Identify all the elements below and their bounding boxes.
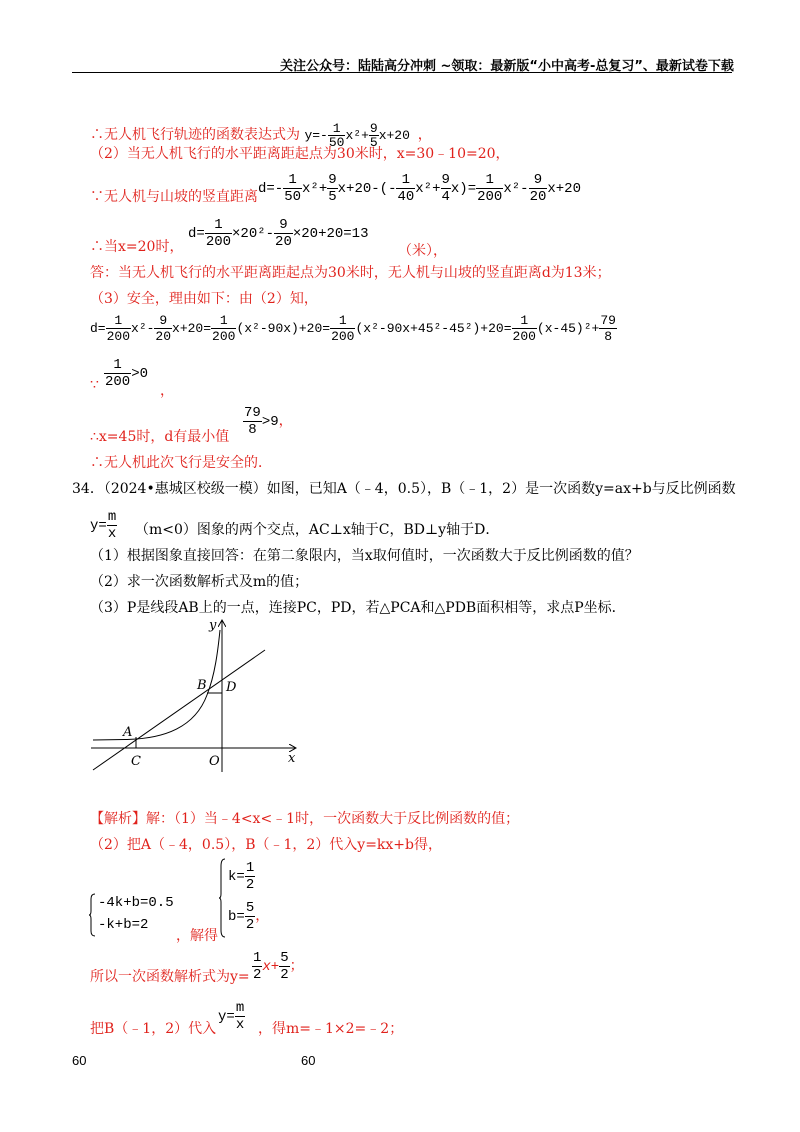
point-b-label: B: [197, 678, 207, 693]
q33-line-6: （3）安全，理由如下：由（2）知，: [90, 291, 318, 307]
q33-line-5: 答：当无人机飞行的水平距离距起点为30米时，无人机与山坡的竖直距离d为13米；: [90, 265, 611, 281]
q33-comma-8: ，: [160, 384, 174, 400]
page-number-left: 60: [72, 1053, 87, 1068]
solution-line-4: 把B（﹣1，2）代入: [90, 1021, 217, 1037]
point-a-label: A: [123, 725, 133, 740]
q33-line-4: ∴当x=20时，: [90, 239, 184, 255]
q33-line-8: ∵: [90, 377, 99, 393]
q34-formula-ymx-2: y= $\frac{m}{x}$: [218, 1000, 245, 1033]
left-brace: [88, 893, 96, 937]
q34-stem-2: （m<0）图象的两个交点，AC⊥x轴于C，BD⊥y轴于D．: [135, 522, 500, 538]
q34-part-1: （1）根据图象直接回答：在第二象限内，当x取何值时，一次函数大于反比例函数的值？: [90, 548, 639, 564]
q34-part-2: （2）求一次函数解析式及m的值；: [90, 574, 309, 590]
q33-line-1: ∴无人机飞行轨迹的函数表达式为 y=- $\frac{1}{50}$ x²+ $\frac{9}{5}$ x+20 ，: [90, 121, 432, 150]
sys1-eq-b: -k+b=2: [98, 917, 149, 933]
linear-function-line: [93, 650, 265, 770]
page-header: 关注公众号：陆陆高分冲刺 ~领取：最新版“小中高考-总复习”、最新试卷下载: [280, 59, 734, 74]
q33-line-2: （2）当无人机飞行的水平距离距起点为30米时，x=30﹣10=20，: [90, 146, 510, 162]
q33-line-3: ∵无人机与山坡的竖直距离: [90, 189, 258, 205]
q33-formula-4: d= $\frac{1}{200}$ ×20²- $\frac{9}{20}$ ×20+20=13: [188, 217, 369, 250]
page-number-center: 60: [301, 1053, 316, 1068]
solution-line-4-end: ，得m=﹣1×2=﹣2；: [258, 1021, 404, 1037]
q34-formula-ymx: y= $\frac{m}{x}$: [90, 509, 117, 542]
solution-line-3: 所以一次函数解析式为y=: [90, 969, 250, 985]
header-rule: [72, 72, 732, 73]
q33-line-9: ∴x=45时，d有最小值: [90, 429, 230, 445]
origin-label: O: [209, 754, 220, 769]
function-graph: [85, 615, 305, 775]
q34-part-3: （3）P是线段AB上的一点，连接PC，PD，若△PCA和△PDB面积相等，求点P坐标．: [90, 600, 626, 616]
q33-line-4-unit: （米），: [398, 243, 447, 259]
solve-text: ，解得: [176, 928, 218, 944]
point-c-label: C: [131, 754, 141, 769]
point-d-label: D: [226, 680, 237, 695]
q34-stem: 34．（2024•惠城区校级一模）如图，已知A（﹣4，0.5），B（﹣1，2）是一次函数y=ax+b与反比例函数: [72, 481, 736, 497]
left-brace-2: [218, 858, 226, 938]
x-axis-label: x: [288, 751, 296, 766]
q33-formula-3: d=- $\frac{1}{50}$ x²+ $\frac{9}{5}$ x+20-(- $\frac{1}{40}$ x²+ $\frac{9}{4}$ x)= $\frac{1}{200}$ x²- $\frac{9}{20}$ x+20: [258, 172, 581, 205]
q33-formula-1: y=- $\frac{1}{50}$ x²+ $\frac{9}{5}$ x+20: [304, 121, 418, 150]
solution-line-1: 【解析】解：（1）当﹣4<x<﹣1时，一次函数大于反比例函数的值；: [90, 811, 520, 827]
y-axis-label: y: [209, 618, 217, 633]
q33-formula-7: d= $\frac{1}{200}$ x²- $\frac{9}{20}$ x+20= $\frac{1}{200}$ (x²-90x)+20= $\frac{1}{200}$ (x²-90x+45²-45²)+20= $\frac{1}{200}$ (x-45)²+ $\frac{79}{8}$: [90, 313, 616, 344]
solution-line-2: （2）把A（﹣4，0.5），B（﹣1，2）代入y=kx+b得，: [90, 837, 443, 853]
sys2-eq-a: k= $\frac{1}{2}$: [228, 860, 255, 893]
sys2-eq-b: b= $\frac{5}{2}$ ，: [228, 900, 270, 933]
linear-function-result: $\frac{1}{2}$ x+ $\frac{5}{2}$ ；: [253, 950, 304, 983]
q33-formula-8: $\frac{1}{200}$ >0: [105, 357, 149, 390]
q33-formula-9: $\frac{79}{8}$ >9，: [244, 405, 293, 438]
q33-line-10: ∴无人机此次飞行是安全的．: [90, 455, 272, 471]
sys1-eq-a: -4k+b=0.5: [98, 895, 174, 911]
